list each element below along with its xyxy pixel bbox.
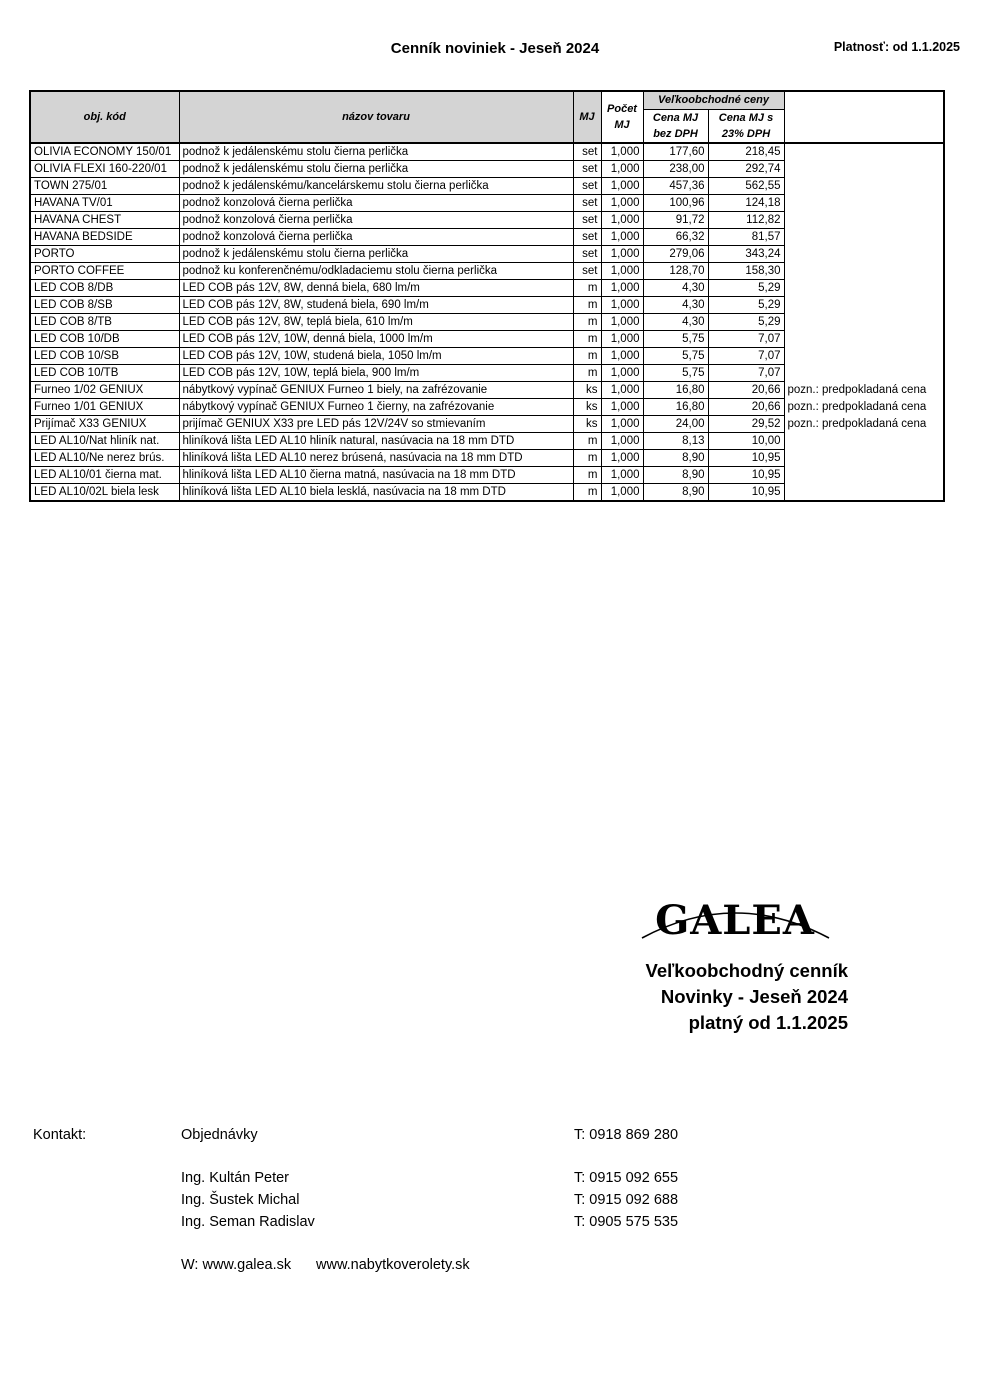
- cell-code: HAVANA BEDSIDE: [30, 229, 179, 246]
- cell-price-net: 5,75: [643, 348, 708, 365]
- cell-unit: m: [573, 450, 601, 467]
- cell-count: 1,000: [601, 467, 643, 484]
- cell-code: Furneo 1/01 GENIUX: [30, 399, 179, 416]
- galea-logo: [638, 894, 833, 940]
- cell-note: [784, 212, 944, 229]
- cell-code: LED COB 10/DB: [30, 331, 179, 348]
- cell-count: 1,000: [601, 195, 643, 212]
- cell-code: HAVANA CHEST: [30, 212, 179, 229]
- cell-price-gross: 10,95: [708, 450, 784, 467]
- cell-unit: set: [573, 143, 601, 161]
- table-row: [30, 416, 944, 433]
- cell-name: nábytkový vypínač GENIUX Furneo 1 čierny, na zafrézovanie: [179, 399, 573, 416]
- cell-note: [784, 195, 944, 212]
- col-header-unit: MJ: [573, 91, 601, 143]
- cell-unit: set: [573, 229, 601, 246]
- cell-count: 1,000: [601, 348, 643, 365]
- cell-price-gross: 10,95: [708, 467, 784, 484]
- cell-price-gross: 10,95: [708, 484, 784, 502]
- table-row: [30, 484, 944, 502]
- cell-count: 1,000: [601, 416, 643, 433]
- cell-note: [784, 246, 944, 263]
- table-row: [30, 467, 944, 484]
- contact-name: Ing. Šustek Michal: [181, 1192, 300, 1208]
- cell-name: hliníková lišta LED AL10 biela lesklá, nasúvacia na 18 mm DTD: [179, 484, 573, 502]
- cell-price-net: 177,60: [643, 143, 708, 161]
- cell-unit: m: [573, 331, 601, 348]
- table-row: [30, 178, 944, 195]
- cell-name: LED COB pás 12V, 10W, studená biela, 1050 lm/m: [179, 348, 573, 365]
- cell-note: [784, 229, 944, 246]
- summary-line-2: Novinky - Jeseň 2024: [660, 986, 848, 1007]
- col-header-price-net: Cena MJ bez DPH: [643, 110, 708, 144]
- table-row: [30, 246, 944, 263]
- cell-price-gross: 20,66: [708, 382, 784, 399]
- cell-code: TOWN 275/01: [30, 178, 179, 195]
- cell-price-net: 4,30: [643, 280, 708, 297]
- cell-code: OLIVIA ECONOMY 150/01: [30, 143, 179, 161]
- cell-count: 1,000: [601, 229, 643, 246]
- col-header-code: obj. kód: [30, 91, 179, 143]
- summary-line-1: Veľkoobchodný cenník: [645, 960, 848, 981]
- cell-count: 1,000: [601, 399, 643, 416]
- cell-price-gross: 343,24: [708, 246, 784, 263]
- cell-note: [784, 365, 944, 382]
- cell-name: podnož k jedálenskému/kancelárskemu stolu čierna perlička: [179, 178, 573, 195]
- cell-price-net: 238,00: [643, 161, 708, 178]
- cell-note: [784, 143, 944, 161]
- cell-price-net: 16,80: [643, 382, 708, 399]
- cell-count: 1,000: [601, 331, 643, 348]
- col-header-name: názov tovaru: [179, 91, 573, 143]
- website-link-2[interactable]: www.nabytkoverolety.sk: [316, 1257, 470, 1273]
- cell-code: LED AL10/Nat hliník nat.: [30, 433, 179, 450]
- cell-unit: set: [573, 161, 601, 178]
- cell-code: OLIVIA FLEXI 160-220/01: [30, 161, 179, 178]
- table-row: [30, 212, 944, 229]
- cell-note: [784, 433, 944, 450]
- contact-label: Kontakt:: [33, 1127, 87, 1143]
- cell-code: HAVANA TV/01: [30, 195, 179, 212]
- cell-count: 1,000: [601, 484, 643, 502]
- cell-price-net: 66,32: [643, 229, 708, 246]
- cell-unit: ks: [573, 399, 601, 416]
- cell-price-net: 5,75: [643, 365, 708, 382]
- table-row: [30, 229, 944, 246]
- cell-name: podnož konzolová čierna perlička: [179, 229, 573, 246]
- cell-note: [784, 450, 944, 467]
- validity-date: Platnosť: od 1.1.2025: [833, 40, 960, 54]
- table-row: [30, 365, 944, 382]
- cell-name: LED COB pás 12V, 8W, studená biela, 690 lm/m: [179, 297, 573, 314]
- cell-count: 1,000: [601, 365, 643, 382]
- table-body: [30, 143, 944, 501]
- cell-price-net: 128,70: [643, 263, 708, 280]
- cell-price-net: 279,06: [643, 246, 708, 263]
- cell-price-gross: 81,57: [708, 229, 784, 246]
- cell-price-net: 8,13: [643, 433, 708, 450]
- cell-price-gross: 10,00: [708, 433, 784, 450]
- cell-count: 1,000: [601, 246, 643, 263]
- cell-count: 1,000: [601, 143, 643, 161]
- cell-unit: m: [573, 365, 601, 382]
- cell-code: LED COB 8/TB: [30, 314, 179, 331]
- cell-count: 1,000: [601, 297, 643, 314]
- cell-name: podnož konzolová čierna perlička: [179, 212, 573, 229]
- cell-price-gross: 292,74: [708, 161, 784, 178]
- cell-unit: set: [573, 212, 601, 229]
- svg-text:GALEA: GALEA: [655, 897, 815, 940]
- cell-note: pozn.: predpokladaná cena: [787, 418, 927, 430]
- cell-note: [784, 331, 944, 348]
- contact-phone: T: 0915 092 655: [574, 1170, 679, 1186]
- cell-name: nábytkový vypínač GENIUX Furneo 1 biely, na zafrézovanie: [179, 382, 573, 399]
- cell-count: 1,000: [601, 433, 643, 450]
- col-header-count: Počet MJ: [601, 91, 643, 143]
- cell-price-net: 8,90: [643, 484, 708, 502]
- cell-name: hliníková lišta LED AL10 hliník natural, nasúvacia na 18 mm DTD: [179, 433, 573, 450]
- contact-name: Ing. Kultán Peter: [181, 1170, 290, 1186]
- cell-price-net: 5,75: [643, 331, 708, 348]
- cell-count: 1,000: [601, 382, 643, 399]
- contact-phone: T: 0915 092 688: [574, 1192, 679, 1208]
- cell-price-net: 16,80: [643, 399, 708, 416]
- cell-note: [784, 297, 944, 314]
- cell-unit: m: [573, 297, 601, 314]
- table-row: [30, 297, 944, 314]
- cell-note: [784, 161, 944, 178]
- cell-code: Furneo 1/02 GENIUX: [30, 382, 179, 399]
- cell-note: [784, 467, 944, 484]
- cell-name: LED COB pás 12V, 8W, denná biela, 680 lm/m: [179, 280, 573, 297]
- cell-name: podnož k jedálenskému stolu čierna perlička: [179, 161, 573, 178]
- cell-price-gross: 562,55: [708, 178, 784, 195]
- orders-phone: T: 0918 869 280: [574, 1127, 679, 1143]
- cell-code: PORTO COFFEE: [30, 263, 179, 280]
- cell-name: hliníková lišta LED AL10 nerez brúsená, nasúvacia na 18 mm DTD: [179, 450, 573, 467]
- cell-name: podnož konzolová čierna perlička: [179, 195, 573, 212]
- cell-count: 1,000: [601, 280, 643, 297]
- cell-price-net: 91,72: [643, 212, 708, 229]
- cell-unit: set: [573, 246, 601, 263]
- cell-count: 1,000: [601, 161, 643, 178]
- cell-name: hliníková lišta LED AL10 čierna matná, nasúvacia na 18 mm DTD: [179, 467, 573, 484]
- cell-code: LED AL10/01 čierna mat.: [30, 467, 179, 484]
- table-row: [30, 450, 944, 467]
- cell-name: podnož k jedálenskému stolu čierna perlička: [179, 143, 573, 161]
- table-row: [30, 280, 944, 297]
- cell-unit: m: [573, 280, 601, 297]
- cell-price-net: 100,96: [643, 195, 708, 212]
- table-row: [30, 348, 944, 365]
- cell-note: [784, 280, 944, 297]
- cell-price-net: 4,30: [643, 314, 708, 331]
- cell-count: 1,000: [601, 314, 643, 331]
- cell-code: Prijímač X33 GENIUX: [30, 416, 179, 433]
- cell-unit: set: [573, 195, 601, 212]
- cell-name: LED COB pás 12V, 10W, teplá biela, 900 lm/m: [179, 365, 573, 382]
- cell-name: LED COB pás 12V, 10W, denná biela, 1000 lm/m: [179, 331, 573, 348]
- cell-count: 1,000: [601, 263, 643, 280]
- cell-count: 1,000: [601, 178, 643, 195]
- header-spacer: [784, 91, 944, 143]
- col-header-group: Veľkoobchodné ceny: [643, 91, 784, 110]
- cell-price-net: 8,90: [643, 467, 708, 484]
- contact-name: Ing. Seman Radislav: [181, 1214, 315, 1230]
- cell-price-gross: 5,29: [708, 280, 784, 297]
- table-row: [30, 399, 944, 416]
- cell-note: [784, 314, 944, 331]
- price-table: [29, 90, 945, 502]
- cell-price-gross: 29,52: [708, 416, 784, 433]
- cell-unit: m: [573, 348, 601, 365]
- cell-price-net: 4,30: [643, 297, 708, 314]
- orders-label: Objednávky: [181, 1127, 258, 1143]
- cell-unit: ks: [573, 382, 601, 399]
- cell-note: [784, 263, 944, 280]
- cell-unit: m: [573, 484, 601, 502]
- cell-code: LED AL10/Ne nerez brús.: [30, 450, 179, 467]
- cell-count: 1,000: [601, 212, 643, 229]
- website-link[interactable]: W: www.galea.sk: [181, 1257, 292, 1273]
- cell-price-gross: 218,45: [708, 143, 784, 161]
- summary-block: [646, 958, 848, 1036]
- cell-price-gross: 5,29: [708, 297, 784, 314]
- cell-code: PORTO: [30, 246, 179, 263]
- summary-line-3: platný od 1.1.2025: [688, 1012, 848, 1033]
- cell-unit: m: [573, 314, 601, 331]
- cell-note: pozn.: predpokladaná cena: [787, 401, 927, 413]
- cell-price-gross: 7,07: [708, 331, 784, 348]
- table-row: [30, 161, 944, 178]
- cell-unit: set: [573, 263, 601, 280]
- page-title: Cenník noviniek - Jeseň 2024: [390, 40, 600, 57]
- table-row: [30, 195, 944, 212]
- cell-price-gross: 20,66: [708, 399, 784, 416]
- cell-code: LED AL10/02L biela lesk: [30, 484, 179, 502]
- table-row: [30, 331, 944, 348]
- table-row: [30, 143, 944, 161]
- cell-name: podnož k jedálenskému stolu čierna perlička: [179, 246, 573, 263]
- col-header-price-gross: Cena MJ s 23% DPH: [708, 110, 784, 144]
- cell-name: prijímač GENIUX X33 pre LED pás 12V/24V so stmievaním: [179, 416, 573, 433]
- cell-unit: m: [573, 433, 601, 450]
- cell-price-net: 8,90: [643, 450, 708, 467]
- cell-unit: set: [573, 178, 601, 195]
- cell-price-gross: 112,82: [708, 212, 784, 229]
- cell-note: pozn.: predpokladaná cena: [787, 384, 927, 396]
- cell-price-gross: 7,07: [708, 348, 784, 365]
- table-row: [30, 263, 944, 280]
- cell-note: [784, 178, 944, 195]
- contact-phone: T: 0905 575 535: [574, 1214, 679, 1230]
- cell-price-gross: 158,30: [708, 263, 784, 280]
- cell-unit: m: [573, 467, 601, 484]
- cell-code: LED COB 8/SB: [30, 297, 179, 314]
- cell-name: LED COB pás 12V, 8W, teplá biela, 610 lm/m: [179, 314, 573, 331]
- cell-price-gross: 124,18: [708, 195, 784, 212]
- cell-note: [784, 348, 944, 365]
- cell-code: LED COB 10/SB: [30, 348, 179, 365]
- cell-note: [784, 484, 944, 502]
- cell-price-net: 24,00: [643, 416, 708, 433]
- cell-code: LED COB 8/DB: [30, 280, 179, 297]
- cell-price-gross: 5,29: [708, 314, 784, 331]
- cell-price-gross: 7,07: [708, 365, 784, 382]
- cell-count: 1,000: [601, 450, 643, 467]
- table-row: [30, 382, 944, 399]
- cell-code: LED COB 10/TB: [30, 365, 179, 382]
- table-row: [30, 433, 944, 450]
- cell-price-net: 457,36: [643, 178, 708, 195]
- table-row: [30, 314, 944, 331]
- cell-unit: ks: [573, 416, 601, 433]
- cell-name: podnož ku konferenčnému/odkladaciemu stolu čierna perlička: [179, 263, 573, 280]
